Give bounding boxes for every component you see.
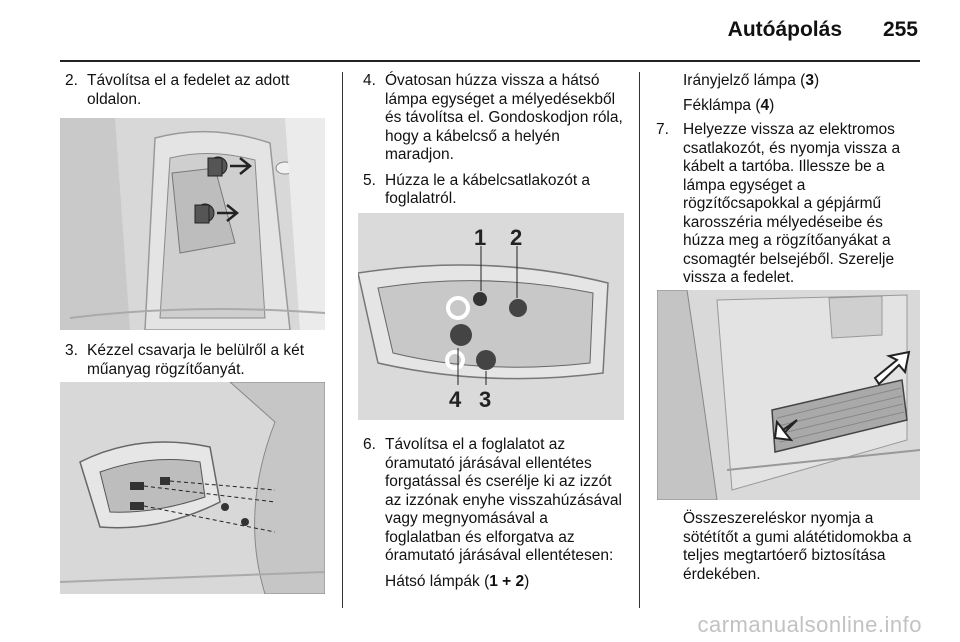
column-3: [656, 72, 922, 288]
figure-cover-removal: [60, 118, 325, 330]
figure-lamp-sockets: [358, 213, 624, 420]
header-rule: [60, 60, 920, 62]
step-6: [358, 436, 624, 566]
column-1: [60, 72, 325, 109]
step-number: 4.: [363, 72, 376, 89]
callout-4: 4: [449, 387, 462, 412]
lamp-list-item-3: Féklámpa (4): [683, 96, 775, 114]
lamp-list-item-2: Irányjelző lámpa (3): [683, 72, 820, 89]
step-text: Húzza le a kábelcsatlakozót a foglalatról.: [385, 171, 591, 207]
step-number: 2.: [65, 72, 78, 89]
step-text: Távolítsa el a foglalatot az óramutató járásával ellentétes forgatással és cserélje ki az izzót az izzónak enyhe visszahúzásával vagy megnyomásával a foglalatban és elforgatva az óramutató járásával ellentétesen:: [385, 436, 622, 564]
figure-cover-refit: [657, 290, 920, 500]
step-number: 6.: [363, 436, 376, 453]
callout-2: 2: [510, 225, 523, 250]
step-3: [60, 342, 325, 379]
step-4: [358, 72, 624, 165]
callout-3: 3: [479, 387, 492, 412]
column-2-lower: [358, 436, 624, 591]
section-title: Autóápolás: [727, 18, 842, 41]
figure-nut-removal: [60, 382, 325, 594]
step-2: [60, 72, 325, 109]
step-text: Helyezze vissza az elektromos csatlakozót, és nyomja vissza a kábelt a tartóba. Illessze be a lámpa egységet a rögzítőcsapokkal a gépjármű karosszéria mélyedéseibe és húzza meg a rögzítőanyákat a csomagtér belsejéből. Szerelje vissza a fedelet.: [683, 121, 901, 286]
column-1-lower: [60, 342, 325, 379]
lamp-list-item-1: Hátsó lámpák (1 + 2): [385, 572, 530, 590]
step-text: Távolítsa el a fedelet az adott oldalon.: [87, 72, 290, 108]
page-number: 255: [882, 18, 918, 41]
step-text: Kézzel csavarja le belülről a két műanyag rögzítőanyát.: [87, 342, 305, 378]
watermark: carmanualsonline.info: [697, 612, 922, 637]
step-number: 5.: [363, 171, 376, 189]
column-divider-1: [342, 72, 343, 608]
page-header: [0, 0, 960, 60]
step-7: [656, 121, 922, 288]
step-text: Óvatosan húzza vissza a hátsó lámpa egységet a mélyedésekből és távolítsa el. Gondoskodjon róla, hogy a kábelcső a helyén maradjon.: [385, 72, 623, 163]
column-divider-2: [639, 72, 640, 608]
column-2: [358, 72, 624, 209]
step-number: 3.: [65, 342, 78, 359]
callout-1: 1: [474, 225, 487, 250]
step-5: [358, 172, 624, 209]
note-text: Összeszereléskor nyomja a sötétítőt a gumi alátétidomokba a teljes megtartóerő biztosítása érdekében.: [683, 510, 912, 583]
step-number: 7.: [656, 121, 669, 138]
column-3-lower: [664, 510, 922, 584]
